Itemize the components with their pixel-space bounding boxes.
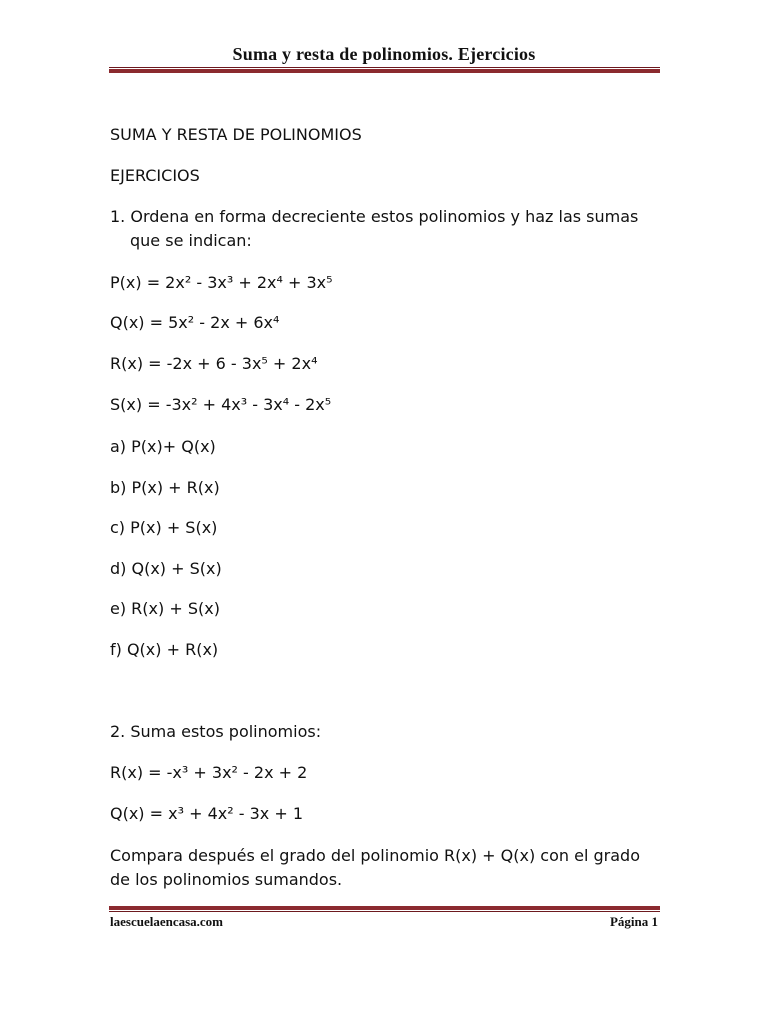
footer-rule-thin [109, 911, 660, 912]
section-subheading: EJERCICIOS [110, 166, 200, 185]
footer-page-number: Página 1 [609, 914, 658, 929]
header-title: Suma y resta de polinomios. Ejercicios [232, 44, 536, 64]
polynomial-s: S(x) = -3x² + 4x³ - 3x⁴ - 2x⁵ [110, 395, 332, 414]
compare-instruction: Compara después el grado del polinomio R(x) + Q(x) con el grado [110, 846, 640, 865]
exercise-item-c: c) P(x) + S(x) [110, 518, 218, 537]
polynomial-p: P(x) = 2x² - 3x³ + 2x⁴ + 3x⁵ [110, 273, 333, 292]
exercise-item-d: d) Q(x) + S(x) [110, 559, 222, 578]
header-rule-thick [109, 69, 660, 73]
header-rule-thin [109, 67, 660, 68]
exercise-item-f: f) Q(x) + R(x) [110, 640, 219, 659]
section-heading: SUMA Y RESTA DE POLINOMIOS [110, 125, 362, 144]
exercise-item-a: a) P(x)+ Q(x) [110, 437, 216, 456]
polynomial-q: Q(x) = 5x² - 2x + 6x⁴ [110, 313, 280, 332]
exercise-2-title: 2. Suma estos polinomios: [110, 722, 322, 741]
polynomial-r-2: R(x) = -x³ + 3x² - 2x + 2 [110, 763, 308, 782]
footer-site: laescuelaencasa.com [110, 914, 224, 929]
polynomial-r: R(x) = -2x + 6 - 3x⁵ + 2x⁴ [110, 354, 318, 373]
exercise-1-instruction: 1. Ordena en forma decreciente estos polinomios y haz las sumas [110, 207, 639, 226]
exercise-item-e: e) R(x) + S(x) [110, 599, 220, 618]
polynomial-q-2: Q(x) = x³ + 4x² - 3x + 1 [110, 804, 303, 823]
footer-rule-thick [109, 906, 660, 910]
compare-instruction-cont: de los polinomios sumandos. [110, 870, 343, 889]
exercise-item-b: b) P(x) + R(x) [110, 478, 220, 497]
exercise-1-instruction-cont: que se indican: [130, 231, 252, 250]
